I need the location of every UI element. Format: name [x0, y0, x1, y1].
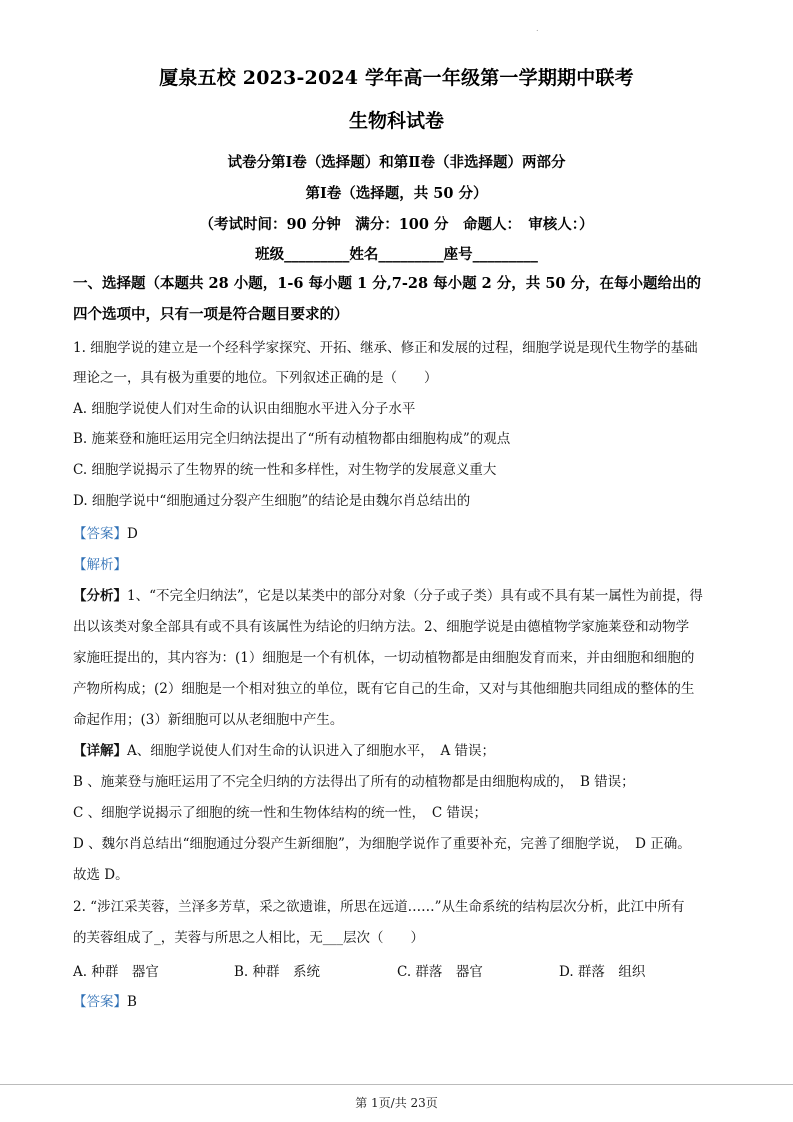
xiangjie-tag: 【详解】: [73, 743, 127, 759]
q1-option-b: B. 施莱登和施旺运用完全归纳法提出了“所有动植物都由细胞构成”的观点: [73, 431, 511, 447]
page-number: 第 1页/共 23页: [355, 1096, 438, 1110]
q2-stem-line1: 2. “涉江采芙蓉，兰泽多芳草，采之欲遗谁，所思在远道……”从生命系统的结构层次分析，此江中所有: [73, 899, 685, 915]
q1-option-c: C. 细胞学说揭示了生物界的统一性和多样性，对生物学的发展意义重大: [73, 462, 497, 478]
answer-value: B: [127, 994, 137, 1010]
q2-option-a: A. 种群 器官: [73, 964, 159, 980]
q1-fenxi-line2: 出以该类对象全部具有或不具有该属性为结论的归纳方法。2、细胞学说是由德植物学家施莱登和动物学: [73, 619, 690, 635]
exam-parts: 试卷分第Ⅰ卷（选择题）和第Ⅱ卷（非选择题）两部分: [227, 154, 566, 171]
q2-options: [73, 960, 723, 978]
q1-option-d: D. 细胞学说中“细胞通过分裂产生细胞”的结论是由魏尔肖总结出的: [73, 493, 471, 509]
answer-value: D: [127, 526, 138, 542]
q1-answer: [73, 525, 723, 543]
q1-option-a: A. 细胞学说使人们对生命的认识由细胞水平进入分子水平: [73, 401, 416, 417]
q1-fenxi-line5: 命起作用；(3）新细胞可以从老细胞中产生。: [73, 712, 344, 728]
footer-divider: [0, 1084, 793, 1085]
q1-fenxi-line1: [73, 587, 723, 605]
section-heading-line1: 一、选择题（本题共 28 小题，1-6 每小题 1 分,7-28 每小题 2 分，共 50 分，在每小题给出的: [73, 275, 702, 292]
q2-option-d: D. 群落 组织: [559, 964, 646, 980]
q2-answer: [73, 993, 723, 1011]
q2-option-c: C. 群落 器官: [397, 964, 483, 980]
exam-subject: 生物科试卷: [348, 110, 444, 132]
section-heading-line2: 四个选项中，只有一项是符合题目要求的）: [73, 306, 349, 323]
q1-stem-line1: 1. 细胞学说的建立是一个经科学家探究、开拓、继承、修正和发展的过程，细胞学说是现代生物学的基础: [73, 340, 698, 356]
student-fields: 班级_________姓名_________座号_________: [255, 246, 538, 263]
fenxi-tag: 【分析】: [73, 588, 127, 604]
q1-fenxi-line4: 产物所构成；(2）细胞是一个相对独立的单位，既有它自己的生命，又对与其他细胞共同组成的整体的生: [73, 681, 695, 697]
exam-info: （考试时间：90 分钟 满分：100 分 命题人： 审核人：）: [199, 216, 594, 233]
q1-detail-line2: B 、施莱登与施旺运用了不完全归纳的方法得出了所有的动植物都是由细胞构成的， B 错误；: [73, 774, 635, 790]
exam-title: 厦泉五校 2023-2024 学年高一年级第一学期期中联考: [159, 67, 634, 89]
answer-tag: 【答案】: [73, 994, 127, 1010]
q1-conclusion: 故选 D。: [73, 867, 129, 883]
q1-stem-line2: 理论之一，具有极为重要的地位。下列叙述正确的是（ ）: [73, 370, 438, 386]
analysis-tag: 【解析】: [73, 557, 127, 573]
scan-dot: .: [536, 24, 539, 33]
part1-heading: 第Ⅰ卷（选择题，共 50 分）: [305, 185, 488, 202]
q1-detail-line1: [73, 742, 723, 760]
q1-detail-line3: C 、细胞学说揭示了细胞的统一性和生物体结构的统一性， C 错误；: [73, 805, 487, 821]
q2-stem-line2: 的芙蓉组成了_，芙蓉与所思之人相比，无___层次（ ）: [73, 930, 424, 946]
fenxi-text-1: 1、“不完全归纳法”，它是以某类中的部分对象（分子或子类）具有或不具有某一属性为前提，得: [127, 588, 703, 604]
q1-fenxi-line3: 家施旺提出的，其内容为：(1）细胞是一个有机体，一切动植物都是由细胞发育而来，并由细胞和细胞的: [73, 650, 695, 666]
q1-analysis-tag: [73, 556, 723, 574]
q1-detail-line4: D 、魏尔肖总结出“细胞通过分裂产生新细胞”，为细胞学说作了重要补充，完善了细胞学说， D 正确。: [73, 836, 691, 852]
q2-option-b: B. 种群 系统: [234, 964, 321, 980]
answer-tag: 【答案】: [73, 526, 127, 542]
detail-text-1: A、细胞学说使人们对生命的认识进入了细胞水平， A 错误；: [127, 743, 496, 759]
